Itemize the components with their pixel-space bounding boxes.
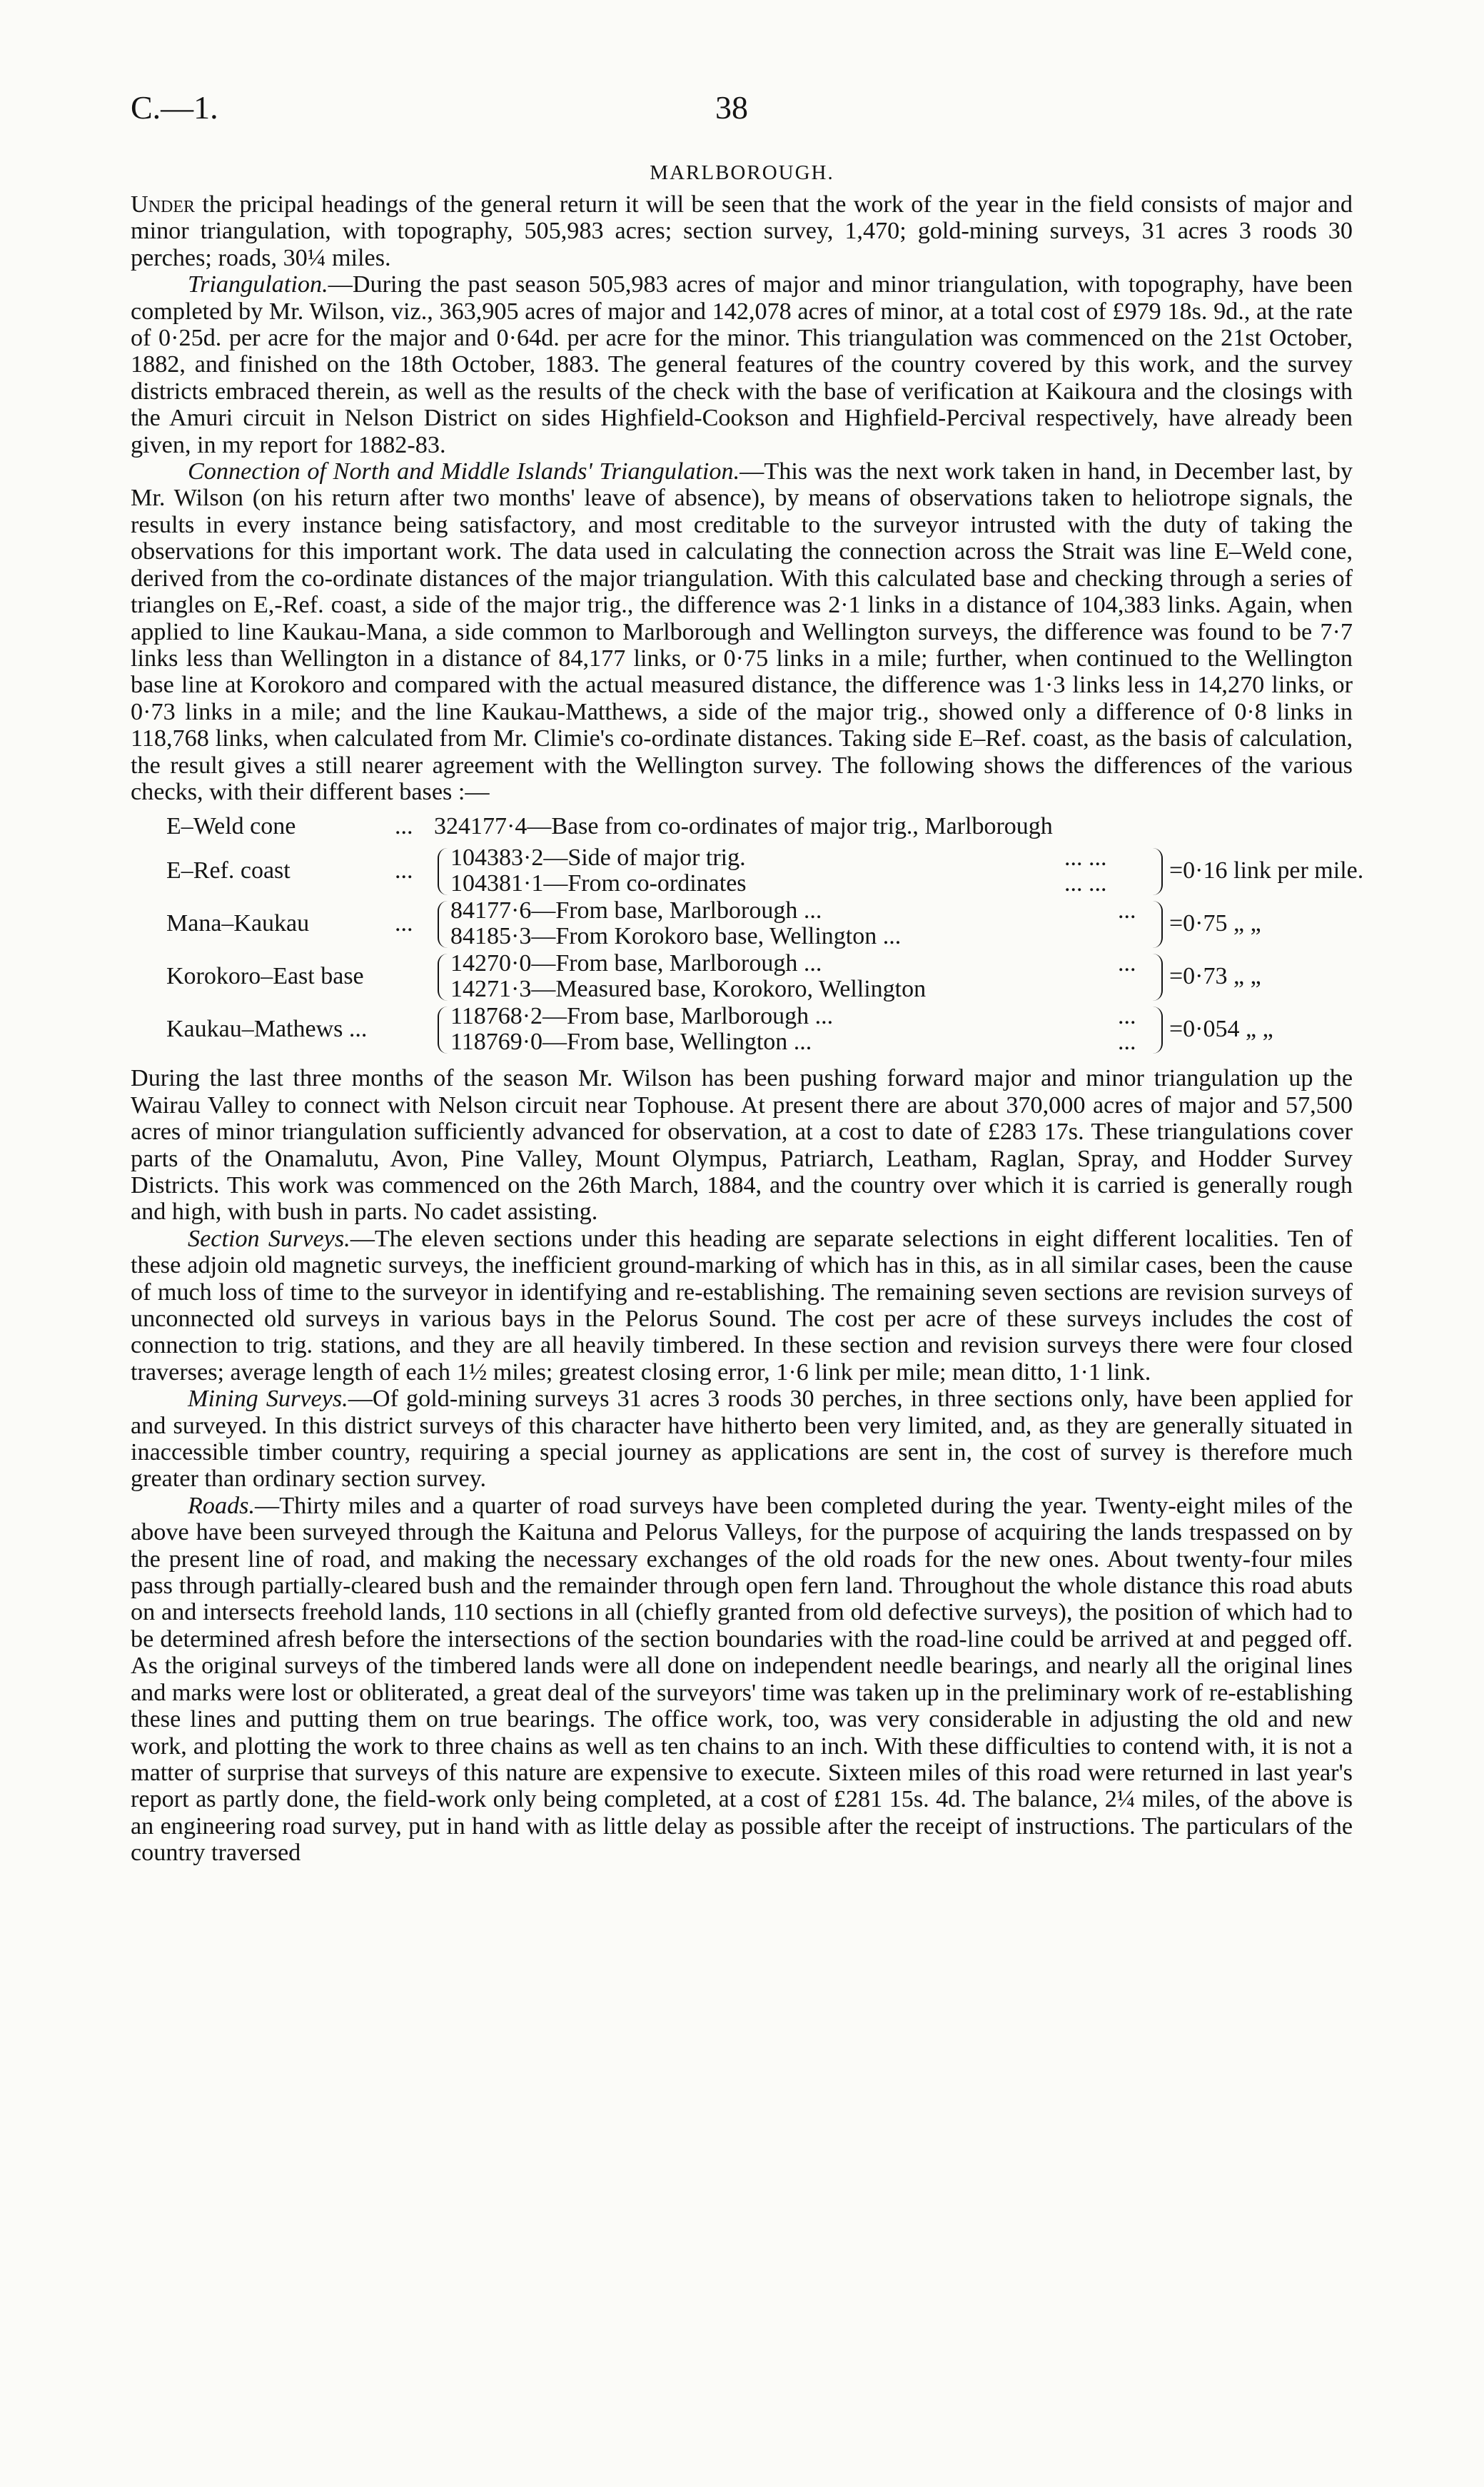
check-difference: =0·73 „ „ [1169, 963, 1261, 990]
left-brace [438, 848, 449, 895]
table-row [131, 844, 1364, 898]
right-brace [1151, 901, 1163, 948]
check-value: 118769·0—From base, Wellington ... [450, 1029, 812, 1056]
leader-dots: ... [395, 910, 413, 937]
page-number: 38 [715, 89, 748, 126]
triangulation-paragraph [131, 271, 1353, 458]
after-table-paragraph: During the last three months of the season Mr. Wilson has been pushing forward major and minor triangulation up the Wairau Valley to connect with Nelson circuit near Tophouse. At present there are about 370,000 acres of major and 57,500 acres of minor triangulation sufficiently advanced for observation, at a cost to date of £283 17s. These triangulations cover parts of the Onamalutu, Avon, Pine Valley, Mount Olympus, Patriarch, Leatham, Raglan, Spray, and Hodder Survey Districts. This work was commenced on the 26th March, 1884, and the country over which it is carried is generally rough and high, with bush in parts. No cadet assisting. [131, 1065, 1353, 1226]
leader-dots: ... [1118, 897, 1136, 924]
right-brace [1151, 848, 1163, 895]
check-difference: =0·16 link per mile. [1169, 857, 1364, 884]
report-body [131, 191, 1364, 1867]
check-value: 84185·3—From Korokoro base, Wellington ... [450, 923, 902, 950]
connection-text: —This was the next work taken in hand, in December last, by Mr. Wilson (on his return after two months' leave of absence), by means of observations taken to heliotrope signals, the results in every instance being satisfactory, and most creditable to the surveyor intrusted with the duty of taking the observations for this important work. The data used in calculating the connection across the Strait was line E–Weld cone, derived from the co-ordinate distances of the major triangulation. With this calculated base and checking through a series of triangles on E,-Ref. coast, a side of the major trig., the difference was 2·1 links in a distance of 104,383 links. Again, when applied to line Kaukau-Mana, a side common to Marlborough and Wellington surveys, the difference was found to be 7·7 links less than Wellington in a distance of 84,177 links, or 0·75 links in a mile; further, when continued to the Wellington base line at Korokoro and compared with the actual measured distance, the difference was 1·3 links less in 14,270 links, or 0·73 links in a mile; and the line Kaukau-Matthews, a side of the major trig., showed only a difference of 0·8 links in 118,768 links, when calculated from Mr. Climie's co-ordinate distances. Taking side E–Ref. coast, as the basis of calculation, the result gives a still nearer agreement with the Wellington survey. The following shows the differences of the various checks, with their different bases :— [131, 458, 1353, 805]
section-surveys-text: —The eleven sections under this heading are separate selections in eight different localities. Ten of these adjoin old magnetic surveys, the inefficient ground-marking of which has in this, as in all similar cases, been the cause of much loss of time to the surveyor in identifying and re-establishing. The remaining seven sections are revision surveys of unconnected old surveys in various bays in the Pelorus Sound. The cost per acre of these surveys includes the cost of connection to trig. stations, and they are all heavily timbered. In these section and revision surveys there were four closed traverses; average length of each 1½ miles; greatest closing error, 1·6 link per mile; mean ditto, 1·1 link. [131, 1225, 1353, 1386]
check-value: 118768·2—From base, Marlborough ... [450, 1003, 834, 1030]
check-name: E–Weld cone [166, 813, 296, 840]
roads-paragraph [131, 1493, 1353, 1867]
table-row [131, 951, 1353, 1004]
check-value: 14270·0—From base, Marlborough ... [450, 950, 822, 977]
leader-dots: ... ... [1064, 844, 1107, 872]
triangulation-heading: Triangulation. [188, 271, 328, 298]
left-brace [438, 1007, 449, 1054]
leader-dots: ... ... [1064, 870, 1107, 897]
section-title: MARLBOROUGH. [650, 161, 834, 184]
mining-surveys-text: —Of gold-mining surveys 31 acres 3 roods 30 perches, in three sections only, have been applied for and surveyed. In this district surveys of this character have hitherto been very limited, and, as they are generally situated in inaccessible timber country, requiring a special journey as applications are sent in, the cost of survey is therefore much greater than ordinary section survey. [131, 1386, 1353, 1493]
check-difference: =0·75 „ „ [1169, 910, 1261, 937]
check-value: 104383·2—Side of major trig. [450, 844, 746, 872]
triangulation-text: —During the past season 505,983 acres of major and minor triangulation, with topography, have been completed by Mr. Wilson, viz., 363,905 acres of major and 142,078 acres of minor, at a total cost of £979 18s. 9d., at the rate of 0·25d. per acre for the major and 0·64d. per acre for the minor. This triangulation was commenced on the 21st October, 1882, and finished on the 18th October, 1883. The general features of the country covered by this work, and the survey districts embraced therein, as well as the results of the check with the base of verification at Kaikoura and the closings with the Amuri circuit in Nelson District on sides Highfield-Cookson and Highfield-Percival respectively, have already been given, in my report for 1882-83. [131, 271, 1353, 458]
left-brace [438, 954, 449, 1001]
table-row [131, 1004, 1353, 1056]
section-surveys-heading: Section Surveys. [188, 1225, 350, 1252]
intro-paragraph [131, 191, 1353, 271]
check-difference: =0·054 „ „ [1169, 1016, 1273, 1043]
intro-text: the pricipal headings of the general return it will be seen that the work of the year in the field consists of major and minor triangulation, with topography, 505,983 acres; section survey, 1,470; gold-mining surveys, 31 acres 3 roods 30 perches; roads, 30¼ miles. [131, 191, 1353, 271]
connection-heading: Connection of North and Middle Islands' Triangulation. [188, 458, 740, 485]
check-value: 324177·4—Base from co-ordinates of major trig., Marlborough [434, 813, 1053, 840]
check-name: Mana–Kaukau [166, 910, 310, 937]
check-name: Korokoro–East base [166, 963, 364, 990]
check-value: 104381·1—From co-ordinates [450, 870, 747, 897]
document-reference: C.—1. [131, 89, 218, 126]
right-brace [1151, 954, 1163, 1001]
table-row [131, 812, 1353, 845]
connection-paragraph [131, 458, 1353, 805]
right-brace [1151, 1007, 1163, 1054]
mining-surveys-heading: Mining Surveys. [188, 1386, 348, 1413]
leader-dots: ... [1118, 1029, 1136, 1056]
roads-heading: Roads. [188, 1492, 256, 1519]
table-row [131, 898, 1353, 951]
check-value: 14271·3—Measured base, Korokoro, Wellington [450, 976, 927, 1003]
check-name: Kaukau–Mathews ... [166, 1016, 368, 1043]
section-surveys-paragraph [131, 1226, 1353, 1386]
leader-dots: ... [1118, 950, 1136, 977]
checks-table [131, 812, 1364, 1056]
leader-dots: ... [395, 813, 413, 840]
check-name: E–Ref. coast [166, 857, 291, 884]
left-brace [438, 901, 449, 948]
intro-lead: Under [131, 191, 196, 218]
check-value: 84177·6—From base, Marlborough ... [450, 897, 822, 924]
mining-surveys-paragraph [131, 1386, 1353, 1493]
roads-text: —Thirty miles and a quarter of road surveys have been completed during the year. Twenty-eight miles of the above have been surveyed through the Kaituna and Pelorus Valleys, for the purpose of acquiring the lands trespassed on by the present line of road, and making the necessary exchanges of the old roads for the new ones. About twenty-four miles pass through partially-cleared bush and the remainder through open fern land. Throughout the whole distance this road abuts on and intersects freehold lands, 110 sections in all (chiefly granted from old defective surveys), the position of which had to be determined afresh before the intersections of the section boundaries with the road-line could be arrived at and pegged off. As the original surveys of the timbered lands were all done on independent needle bearings, and nearly all the original lines and marks were lost or obliterated, a great deal of the surveyors' time was taken up in the preliminary work of re-establishing these lines and putting them on true bearings. The office work, too, was very considerable in adjusting the old and new work, and plotting the work to three chains as well as ten chains to an inch. With these difficulties to contend with, it is not a matter of surprise that surveys of this nature are expensive to execute. Sixteen miles of this road were returned in last year's report as partly done, the field-work only being completed, at a cost of £281 15s. 4d. The balance, 2¼ miles, of the above is an engineering road survey, put in hand with as little delay as possible after the receipt of instructions. The particulars of the country traversed [131, 1492, 1353, 1867]
leader-dots: ... [1118, 1003, 1136, 1030]
leader-dots: ... [395, 857, 413, 884]
